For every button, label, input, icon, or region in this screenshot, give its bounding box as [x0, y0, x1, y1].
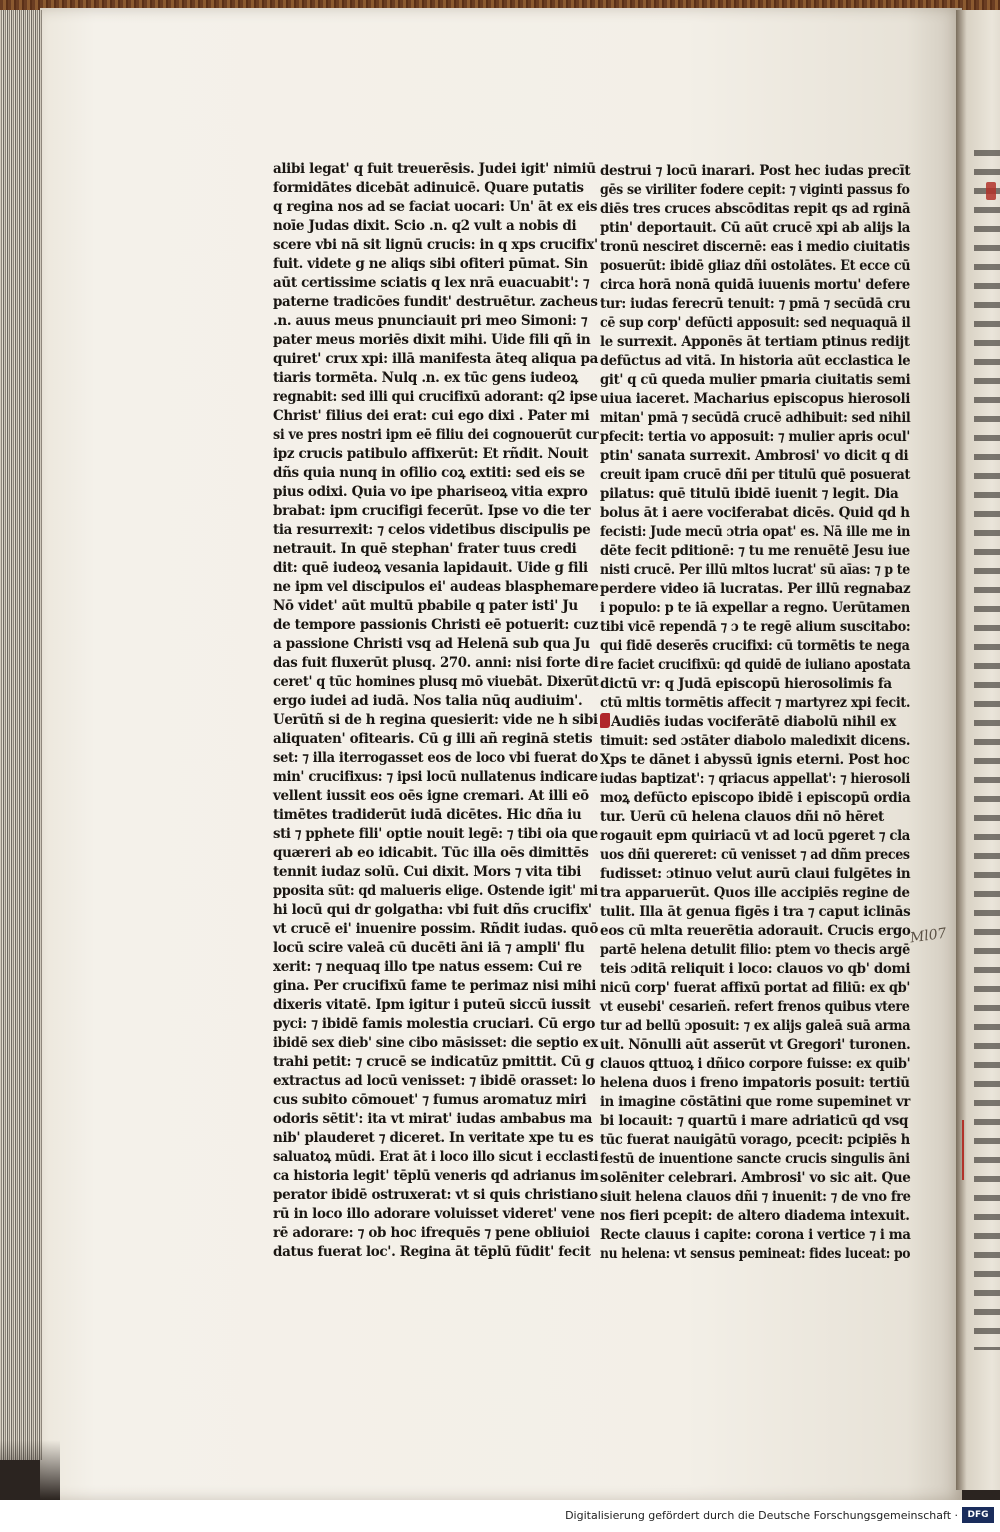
line-text: partē helena detulit filio: ptem vo thecis argē — [600, 942, 910, 958]
fore-edge-shadow — [0, 1440, 60, 1500]
text-line — [273, 1243, 598, 1262]
text-line — [273, 1148, 599, 1167]
text-line — [273, 483, 598, 502]
line-text: q regina nos ad se faciat uocari: Un' āt ex eis — [273, 199, 598, 215]
line-text: quiret' crux xpi: illā manifesta āteq aliqua pa — [273, 351, 598, 367]
text-line — [273, 749, 599, 768]
text-line — [273, 160, 598, 179]
line-text: ptin' sanata surrexit. Ambrosi' vo dicit q di — [600, 448, 909, 464]
line-text: siuit helena clauos dñi ⁊ inuenit: ⁊ de vno fre — [600, 1189, 911, 1205]
text-line — [273, 958, 598, 977]
line-text: ergo iudei ad iudā. Nos talia nūq audiuim'. — [273, 693, 583, 709]
line-text: formidātes dicebāt adinuicē. Quare putatis — [273, 180, 584, 196]
line-text: dñs quia nunq in ofilio coꝝ extiti: sed eis se — [273, 465, 585, 481]
text-line — [273, 1110, 598, 1129]
line-text: si ve pres nostri ipm eē filiu dei cognouerūt cur — [273, 427, 599, 443]
text-line — [273, 1072, 598, 1091]
text-line — [600, 789, 911, 808]
line-text: set: ⁊ illa iterrogasset eos de loco vbi fuerat do — [273, 750, 599, 766]
text-line — [273, 882, 598, 901]
text-line — [600, 941, 910, 960]
line-text: saluatoꝝ mūdi. Erat āt i loco illo sicut i ecclasti — [273, 1149, 599, 1165]
line-text: quæreri ab eo idicabit. Tūc illa oēs dimittēs — [273, 845, 589, 861]
line-text: das fuit fluxerūt plusq. 270. anni: nisi forte di — [273, 655, 599, 671]
text-line — [600, 960, 909, 979]
line-text: brabat: ipm crucifigi fecerūt. Ipse vo die ter — [273, 503, 591, 519]
line-text: qui fidē deserēs crucifixi: cū tormētis te nega — [600, 638, 910, 654]
text-line — [600, 1112, 910, 1131]
line-text: ptin' deportauit. Cū aūt crucē xpi ab alijs la — [600, 220, 911, 236]
text-line — [273, 730, 598, 749]
line-text: creuit ipam crucē dñi per titulū quē posuerat — [600, 467, 911, 483]
text-line — [273, 844, 598, 863]
text-line — [600, 200, 911, 219]
line-text: vt eusebi' cesarieñ. refert frenos quibus vtere — [600, 999, 910, 1015]
line-text: rogauit epm quiriacū vt ad locū pgeret ⁊ cla — [600, 828, 911, 844]
line-text: Audiēs iudas vociferātē diabolū nihil ex — [611, 714, 896, 730]
text-line — [273, 179, 598, 198]
line-text: diēs tres cruces abscōditas repit qs ad rginā — [600, 201, 911, 217]
line-text: paterne tradicōes fundit' destruētur. zacheus — [273, 294, 598, 310]
text-line — [273, 331, 598, 350]
text-line — [600, 504, 910, 523]
text-line — [273, 578, 597, 597]
text-line — [273, 198, 598, 217]
line-text: hi locū qui dr golgatha: vbi fuit dñs crucifix' — [273, 902, 592, 918]
line-text: iudas baptizat': ⁊ qriacus appellat': ⁊ hierosoli — [600, 771, 911, 787]
text-line — [273, 692, 598, 711]
text-line — [273, 616, 598, 635]
line-text: datus fuerat loc'. Regina āt tēplū fūdit' fecit — [273, 1244, 591, 1260]
text-line — [600, 1131, 910, 1150]
line-text: nib' plauderet ⁊ diceret. In veritate xpe tu es — [273, 1130, 594, 1146]
line-text: odoris sētit': ita vt mirat' iudas ambabus ma — [273, 1111, 593, 1127]
line-text: clauos qttuoꝝ i dñico corpore fuisse: ex quib' — [600, 1056, 911, 1072]
text-line — [600, 846, 910, 865]
line-text: mitan' pmā ⁊ secūdā crucē adhibuit: sed nihil — [600, 410, 911, 426]
text-line — [600, 371, 911, 390]
line-text: gina. Per crucifixū fame te perimaz nisi mihi — [273, 978, 597, 994]
line-text: rē adorare: ⁊ ob hoc ifrequēs ⁊ pene obliuioi — [273, 1225, 590, 1241]
text-line — [600, 428, 910, 447]
line-text: nos fieri pcepit: de altero diadema intexuit. — [600, 1208, 910, 1224]
line-text: in imagine cōstātini que rome supeminet vr — [600, 1094, 911, 1110]
line-text: solēniter celebrari. Ambrosi' vo sic ait. Que — [600, 1170, 911, 1186]
text-line — [600, 675, 910, 694]
text-line — [273, 1091, 598, 1110]
line-text: vellent iussit eos oēs igne cremari. At illi eō — [273, 788, 589, 804]
line-text: ctū mltis tormētis affecit ⁊ martyrez xpi fecit. — [600, 695, 911, 711]
line-text: dictū vr: q Judā episcopū hierosolimis fa — [600, 676, 892, 692]
line-text: locū scire valeā cū ducēti āni iā ⁊ ampli' flu — [273, 940, 585, 956]
line-text: rū in loco illo adorare voluisset videret' vene — [273, 1206, 595, 1222]
line-text: festū de inuentione sancte crucis singulis āni — [600, 1151, 910, 1167]
text-line — [273, 939, 598, 958]
text-line — [600, 1036, 911, 1055]
line-text: Christ' filius dei erat: cui ego dixi . Pater mi — [273, 408, 590, 424]
line-text: timētes tradiderūt iudā dicētes. Hic dña iu — [273, 807, 582, 823]
line-text: timuit: sed ɔstāter diabolo maledixit dicens. — [600, 733, 911, 749]
footer-credit: Digitalisierung gefördert durch die Deutsche Forschungsgemeinschaft · — [565, 1509, 958, 1522]
text-line — [600, 827, 911, 846]
text-line — [273, 426, 599, 445]
text-line — [600, 181, 910, 200]
text-line — [600, 694, 911, 713]
text-line — [273, 502, 598, 521]
text-line — [600, 732, 911, 751]
line-text: tiaris tormēta. Nulq .n. ex tūc gens iudeoꝝ — [273, 370, 578, 386]
text-line — [273, 464, 598, 483]
line-text: netrauit. In quē stephan' frater tuus credi — [273, 541, 577, 557]
line-text: xerit: ⁊ nequaq illo tpe natus essem: Cui re — [273, 959, 582, 975]
text-line — [600, 922, 911, 941]
line-text: uos dñi quereret: cū venisset ⁊ ad dñm preces — [600, 847, 910, 863]
text-line — [600, 542, 910, 561]
text-line — [273, 597, 598, 616]
text-line — [273, 274, 598, 293]
facing-page-rubric-bracket — [962, 1120, 976, 1180]
line-text: Uerūtñ si de h regina quesierit: vide ne h sibi — [273, 712, 598, 728]
line-text: nisti crucē. Per illū mltos lucrat' sū aīas: ⁊ p te — [600, 562, 910, 578]
text-line — [600, 1188, 911, 1207]
line-text: re faciet crucifixū: qd quidē de iuliano apostata — [600, 657, 911, 673]
text-line — [600, 409, 911, 428]
line-text: tur ad bellū ɔposuit: ⁊ ex alijs galeā suā arma — [600, 1018, 911, 1034]
text-line — [600, 561, 910, 580]
dfg-logo: DFG — [962, 1507, 994, 1523]
line-text: dit: quē iudeoꝝ vesania lapidauit. Uide g fili — [273, 560, 588, 576]
text-line — [273, 1186, 598, 1205]
line-text: tūc fuerat nauigātū vorago, pcecit: pcipiēs h — [600, 1132, 910, 1148]
line-text: tia resurrexit: ⁊ celos videtibus discipulis pe — [273, 522, 591, 538]
line-text: noīe Judas dixit. Scio .n. q2 vult a nobis di — [273, 218, 577, 234]
text-line — [273, 920, 599, 939]
text-line — [600, 580, 911, 599]
text-line — [273, 407, 598, 426]
line-text: gēs se viriliter fodere cepit: ⁊ viginti passus fo — [600, 182, 910, 198]
line-text: pfecit: tertia vo apposuit: ⁊ mulier apris ocul' — [600, 429, 910, 445]
text-line — [273, 1015, 598, 1034]
line-text: pyci: ⁊ ibidē famis molestia cruciari. Cū ergo — [273, 1016, 596, 1032]
text-line — [273, 1129, 598, 1148]
line-text: cē sup corp' defūcti apposuit: sed nequaquā il — [600, 315, 911, 331]
line-text: Recte clauus i capite: corona i vertice ⁊ i ma — [600, 1227, 911, 1243]
text-line — [600, 333, 910, 352]
text-line — [600, 770, 911, 789]
text-line — [273, 673, 599, 692]
line-text: uit. Nōnulli aūt asserūt vt Gregori' turonen. — [600, 1037, 911, 1053]
text-line — [600, 1150, 910, 1169]
line-text: cus subito cōmouet' ⁊ fumus aromatuz miri — [273, 1092, 587, 1108]
text-line — [273, 1053, 598, 1072]
text-line — [600, 903, 911, 922]
text-line — [600, 599, 910, 618]
facing-page-rubric — [986, 182, 996, 200]
line-text: alibi legat' q fuit treuerēsis. Judei igit' nimiū — [273, 161, 596, 177]
text-line — [600, 979, 911, 998]
line-text: regnabit: sed illi qui crucifixū adorant: q2 ipse — [273, 389, 598, 405]
text-line — [600, 998, 910, 1017]
text-line — [600, 884, 910, 903]
text-line — [273, 521, 598, 540]
text-line — [273, 654, 599, 673]
line-text: sti ⁊ pphete fili' optie nouit legē: ⁊ tibi oia que — [273, 826, 598, 842]
line-text: nicū corp' fuerat affixū portat ad filiū: ex qb' — [600, 980, 911, 996]
rubric-initial — [600, 713, 610, 728]
text-line — [273, 1205, 598, 1224]
text-line — [600, 466, 911, 485]
text-line — [600, 523, 911, 542]
text-line — [600, 314, 911, 333]
line-text: trahi petit: ⁊ crucē se indicatūz pmittit. Cū g — [273, 1054, 595, 1070]
text-line — [273, 350, 598, 369]
line-text: min' crucifixus: ⁊ ipsi locū nullatenus indicare — [273, 769, 598, 785]
line-text: scere vbi nā sit lignū crucis: in q xps crucifix' — [273, 237, 598, 253]
text-line — [600, 352, 911, 371]
footer-bar — [0, 1500, 1000, 1532]
line-text: fudisset: ɔtinuo velut aurū claui fulgētes in — [600, 866, 911, 882]
text-line — [600, 219, 911, 238]
line-text: tronū nesciret discernē: eas i medio ciuitatis — [600, 239, 910, 255]
text-line — [273, 312, 598, 331]
line-text: circa horā nonā quidā iuuenis mortu' defere — [600, 277, 910, 293]
text-line — [273, 255, 598, 274]
text-line — [600, 238, 910, 257]
line-text: Xps te dānet i abyssū ignis eterni. Post hoc — [600, 752, 910, 768]
text-line — [273, 540, 598, 559]
line-text: posuerūt: ibidē gliaz dñi ostolātes. Et ecce cū — [600, 258, 911, 274]
text-line — [600, 865, 911, 884]
text-line — [600, 656, 911, 675]
text-line — [600, 1017, 911, 1036]
text-line — [273, 293, 596, 312]
text-line — [273, 1167, 599, 1186]
line-text: tulit. Illa āt genua figēs i tra ⁊ caput iclinās — [600, 904, 911, 920]
line-text: .n. auus meus pnunciauit pri meo Simoni: ⁊ — [273, 313, 588, 329]
line-text: aliquaten' ofitearis. Cū g illi añ reginā stetis — [273, 731, 593, 747]
text-column-right — [600, 162, 910, 1264]
text-line — [273, 996, 598, 1015]
text-line — [600, 1093, 911, 1112]
text-line — [600, 257, 911, 276]
line-text: pius odixi. Quia vo ipe phariseoꝝ vitia expro — [273, 484, 588, 500]
text-line — [600, 1245, 911, 1264]
line-text: vt crucē ei' inuenire possim. Rñdit iudas. quō — [273, 921, 599, 937]
line-text: moꝝ defūcto episcopo ibidē i episcopū ordia — [600, 790, 911, 806]
text-line — [600, 1169, 911, 1188]
page-fore-edge — [0, 10, 42, 1460]
line-text: eos cū mlta reuerētia adorauit. Crucis ergo — [600, 923, 911, 939]
text-line — [600, 1207, 910, 1226]
line-text: git' q cū queda mulier pmaria ciuitatis semi — [600, 372, 911, 388]
text-line — [273, 863, 598, 882]
line-text: bolus āt i aere vociferabat dicēs. Quid qd h — [600, 505, 910, 521]
text-line — [600, 618, 911, 637]
line-text: teis ɔditā reliquit i loco: clauos vo qb' domi — [600, 961, 911, 977]
line-text: Nō videt' aūt multū pbabile q pater isti' Ju — [273, 598, 578, 614]
text-line — [600, 637, 910, 656]
line-text: perdere video iā lucratas. Per illū regnabaz — [600, 581, 911, 597]
text-line — [273, 1224, 598, 1243]
text-line — [273, 806, 598, 825]
text-line — [273, 901, 598, 920]
text-line — [600, 1226, 911, 1245]
line-text: pposita sūt: qd malueris elige. Ostende igit' mi — [273, 883, 598, 899]
line-text: helena duos i freno impatoris posuit: tertiū — [600, 1075, 910, 1091]
text-line — [600, 1074, 910, 1093]
line-text: pilatus: quē titulū ibidē iuenit ⁊ legit. Dia — [600, 486, 899, 502]
text-line — [600, 808, 910, 827]
text-line — [600, 751, 909, 770]
text-line — [600, 276, 910, 295]
text-line — [273, 369, 598, 388]
line-text: bi locauit: ⁊ quartū i mare adriaticū qd vsq — [600, 1113, 909, 1129]
line-text: tibi vicē rependā ⁊ ɔ te regē alium suscitabo: — [600, 619, 911, 635]
line-text: pater meus moriēs dixit mihi. Uide fili qñ in — [273, 332, 591, 348]
line-text: tur. Uerū cū helena clauos dñi nō hēret — [600, 809, 884, 825]
line-text: perator ibidē ostruxerat: vt si quis christiano — [273, 1187, 598, 1203]
line-text: extractus ad locū venisset: ⁊ ibidē orasset: lo — [273, 1073, 596, 1089]
line-text: le surrexit. Apponēs āt tertiam ptinus redijt — [600, 334, 910, 350]
line-text: a passione Christi vsq ad Helenā sub qua Ju — [273, 636, 590, 652]
text-line — [273, 217, 598, 236]
line-text: nu helena: vt sensus pemineat: fides luceat: po — [600, 1246, 911, 1262]
text-line — [600, 295, 911, 314]
folio-note: Ml07 — [909, 925, 948, 947]
line-text: ca historia legit' tēplū veneris qd adrianus im — [273, 1168, 599, 1184]
line-text: aūt certissime sciatis q lex nrā euacuabit': ⁊ — [273, 275, 590, 291]
line-text: dēte fecit pditionē: ⁊ tu me renuētē Jesu iue — [600, 543, 910, 559]
line-text: tennit iudaz solū. Cui dixit. Mors ⁊ vita tibi — [273, 864, 581, 880]
line-text: destrui ⁊ locū inarari. Post hec iudas precīt — [600, 163, 911, 179]
text-line — [273, 1034, 598, 1053]
line-text: fuit. videte g ne aliqs sibi ofiteri pūmat. Sin — [273, 256, 588, 272]
text-line — [273, 635, 598, 654]
text-line — [273, 445, 598, 464]
text-line — [273, 825, 598, 844]
facing-page-text-edge — [974, 150, 1000, 1350]
text-line — [273, 977, 598, 996]
text-line — [273, 768, 598, 787]
line-text: uiua iaceret. Macharius episcopus hierosoli — [600, 391, 911, 407]
line-text: ceret' q tūc homines plusq mō viuebāt. Dixerūt — [273, 674, 599, 690]
text-line — [273, 236, 596, 255]
text-line — [600, 713, 910, 732]
line-text: tra apparuerūt. Quos ille accipiēs regine de — [600, 885, 910, 901]
line-text: tur: iudas ferecrū tenuit: ⁊ pmā ⁊ secūdā cru — [600, 296, 911, 312]
text-line — [600, 1055, 911, 1074]
text-line — [273, 388, 598, 407]
text-line — [600, 390, 911, 409]
text-line — [600, 162, 909, 181]
text-line — [273, 559, 598, 578]
line-text: ipz crucis patibulo affixerūt: Et rñdit. Nouit — [273, 446, 589, 462]
text-line — [273, 711, 598, 730]
line-text: ibidē sex dieb' sine cibo māsisset: die septio ex — [273, 1035, 598, 1051]
line-text: defūctus ad vitā. In historia aūt ecclastica le — [600, 353, 911, 369]
line-text: de tempore passionis Christi eē potuerit: cuz — [273, 617, 598, 633]
line-text: fecisti: Jude mecū ɔtria opat' es. Nā ille me in — [600, 524, 911, 540]
text-line — [600, 485, 910, 504]
text-line — [273, 787, 598, 806]
line-text: ne ipm vel discipulos ei' audeas blasphemare — [273, 579, 599, 595]
line-text: i populo: p te iā expellar a regno. Uerūtamen — [600, 600, 910, 616]
text-line — [600, 447, 910, 466]
line-text: dixeris vitatē. Ipm igitur i puteū siccū iussit — [273, 997, 591, 1013]
text-column-left — [273, 160, 598, 1262]
